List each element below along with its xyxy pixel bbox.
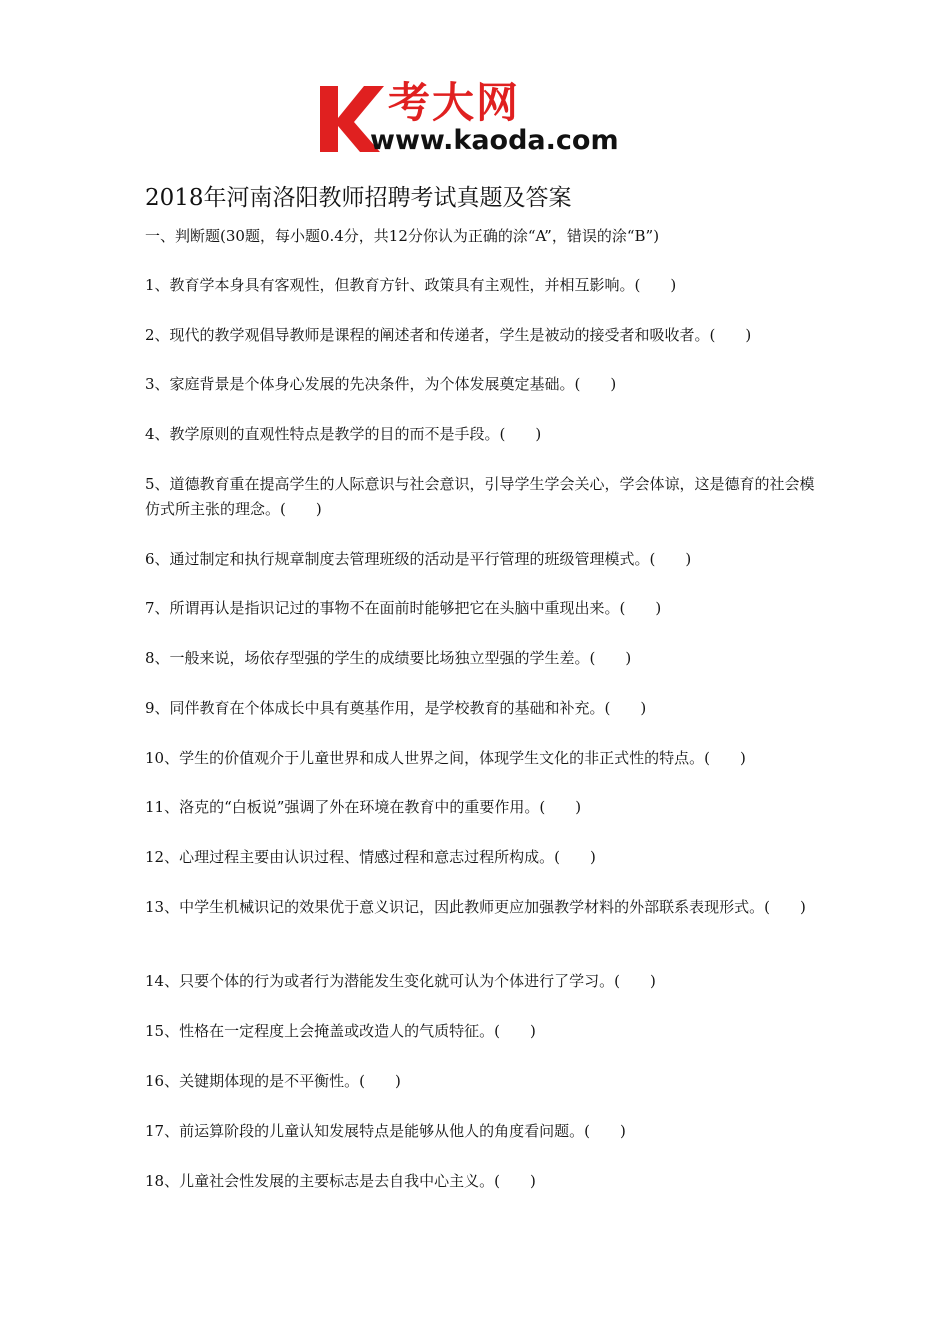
question-item: 7、所谓再认是指识记过的事物不在面前时能够把它在头脑中重现出来。( )	[145, 599, 662, 617]
question-item: 12、心理过程主要由认识过程、情感过程和意志过程所构成。( )	[145, 848, 596, 866]
question-item: 6、通过制定和执行规章制度去管理班级的活动是平行管理的班级管理模式。( )	[145, 550, 692, 568]
question-item: 13、中学生机械识记的效果优于意义识记，因此教师更应加强教学材料的外部联系表现形式。( )	[145, 898, 806, 916]
question-item: 9、同伴教育在个体成长中具有奠基作用，是学校教育的基础和补充。( )	[145, 699, 647, 717]
question-item: 3、家庭背景是个体身心发展的先决条件，为个体发展奠定基础。( )	[145, 375, 617, 393]
question-item: 10、学生的价值观介于儿童世界和成人世界之间，体现学生文化的非正式性的特点。( )	[145, 749, 746, 767]
question-item: 1、教育学本身具有客观性，但教育方针、政策具有主观性，并相互影响。( )	[145, 276, 677, 294]
logo-brand-url: www.kaoda.com	[370, 125, 619, 156]
question-item: 14、只要个体的行为或者行为潜能发生变化就可认为个体进行了学习。( )	[145, 972, 656, 990]
question-item: 11、洛克的“白板说”强调了外在环境在教育中的重要作用。( )	[145, 798, 582, 816]
question-item: 15、性格在一定程度上会掩盖或改造人的气质特征。( )	[145, 1022, 536, 1040]
kaoda-logo	[318, 78, 648, 160]
question-item: 2、现代的教学观倡导教师是课程的阐述者和传递者，学生是被动的接受者和吸收者。( )	[145, 326, 752, 344]
document-title: 2018年河南洛阳教师招聘考试真题及答案	[145, 185, 572, 211]
question-item: 18、儿童社会性发展的主要标志是去自我中心主义。( )	[145, 1172, 536, 1190]
logo-brand-cn: 考大网	[388, 78, 521, 127]
question-item: 16、关键期体现的是不平衡性。( )	[145, 1072, 401, 1090]
question-item: 17、前运算阶段的儿童认知发展特点是能够从他人的角度看问题。( )	[145, 1122, 626, 1140]
question-item: 4、教学原则的直观性特点是教学的目的而不是手段。( )	[145, 425, 542, 443]
question-item: 8、一般来说，场依存型强的学生的成绩要比场独立型强的学生差。( )	[145, 649, 632, 667]
question-item: 5、道德教育重在提高学生的人际意识与社会意识，引导学生学会关心，学会体谅，这是德育的社会模仿式所主张的理念。( )	[145, 475, 815, 518]
section-heading: 一、判断题(30题，每小题0.4分，共12分你认为正确的涂“A”，错误的涂“B”)	[145, 227, 660, 245]
